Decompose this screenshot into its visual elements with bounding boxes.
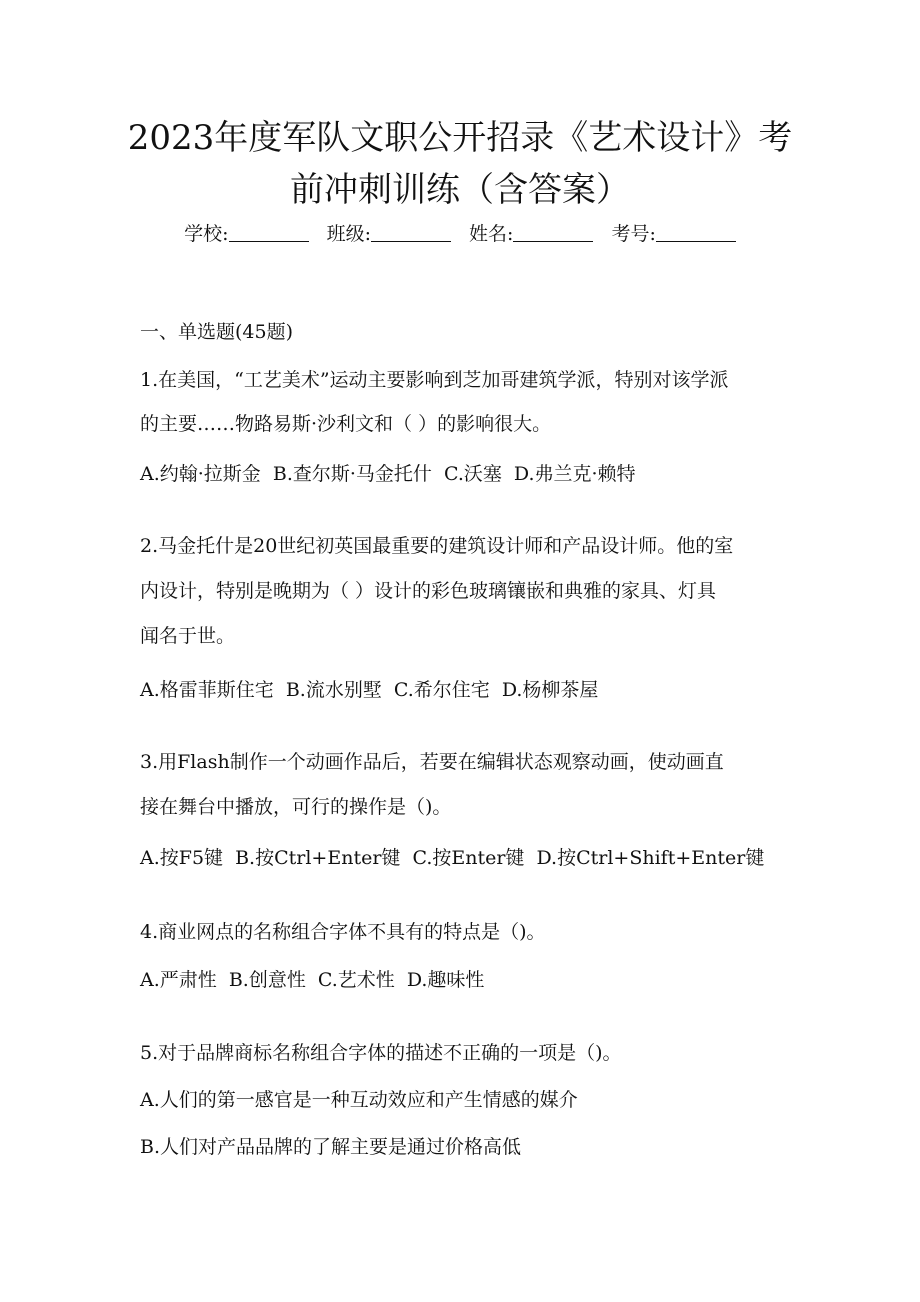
name-label: 姓名: [469, 223, 514, 245]
question-3-line-2: 接在舞台中播放，可行的操作是（)。 [140, 796, 452, 818]
option-d: D.弗兰克·赖特 [513, 463, 636, 485]
option-c: C.艺术性 [317, 969, 395, 991]
question-1-line-2: 的主要……物路易斯·沙利文和（ ）的影响很大。 [140, 413, 552, 435]
exam-number-label: 考号: [611, 223, 656, 245]
option-a: A.按F5键 [140, 847, 224, 869]
option-c: C.按Enter键 [412, 847, 525, 869]
section-heading: 一、单选题(45题) [140, 321, 294, 343]
school-blank[interactable] [229, 223, 309, 242]
class-blank[interactable] [371, 223, 451, 242]
document-title [100, 112, 820, 216]
question-2-line-2: 内设计，特别是晚期为（ ）设计的彩色玻璃镶嵌和典雅的家具、灯具 [140, 580, 717, 602]
question-2-line-1: 2.马金托什是20世纪初英国最重要的建筑设计师和产品设计师。他的室 [140, 535, 734, 557]
option-a: A.严肃性 [140, 969, 217, 991]
question-2-line-3: 闻名于世。 [140, 625, 236, 647]
question-1-options [140, 454, 788, 494]
option-c: C.希尔住宅 [393, 679, 490, 701]
question-5-line-1: 5.对于品牌商标名称组合字体的描述不正确的一项是（)。 [140, 1042, 622, 1064]
title-line-1: 2023年度军队文职公开招录《艺术设计》考 [127, 118, 793, 158]
student-info-row [0, 220, 920, 248]
question-5-option-b: B.人们对产品品牌的了解主要是通过价格高低 [140, 1136, 522, 1158]
name-blank[interactable] [513, 223, 593, 242]
option-b: B.查尔斯·马金托什 [272, 463, 432, 485]
option-c: C.沃塞 [443, 463, 502, 485]
option-d: D.趣味性 [406, 969, 485, 991]
option-d: D.杨柳茶屋 [501, 679, 599, 701]
option-a: A.约翰·拉斯金 [140, 463, 261, 485]
option-d: D.按Ctrl+Shift+Enter键 [536, 847, 765, 869]
question-3-options [140, 838, 788, 878]
option-b: B.创意性 [228, 969, 306, 991]
class-label: 班级: [326, 223, 371, 245]
question-1-line-1: 1.在美国，“工艺美术”运动主要影响到芝加哥建筑学派，特别对该学派 [140, 369, 729, 391]
option-a: A.格雷菲斯住宅 [140, 679, 274, 701]
question-4-options [140, 960, 788, 1000]
school-label: 学校: [184, 223, 229, 245]
title-line-2: 前冲刺训练（含答案） [290, 170, 630, 210]
exam-number-blank[interactable] [656, 223, 736, 242]
option-b: B.流水别墅 [285, 679, 382, 701]
question-4-line-1: 4.商业网点的名称组合字体不具有的特点是（)。 [140, 921, 546, 943]
question-3-line-1: 3.用Flash制作一个动画作品后，若要在编辑状态观察动画，使动画直 [140, 751, 724, 773]
question-5-option-a: A.人们的第一感官是一种互动效应和产生情感的媒介 [140, 1089, 578, 1111]
option-b: B.按Ctrl+Enter键 [235, 847, 401, 869]
question-2-options [140, 670, 788, 710]
